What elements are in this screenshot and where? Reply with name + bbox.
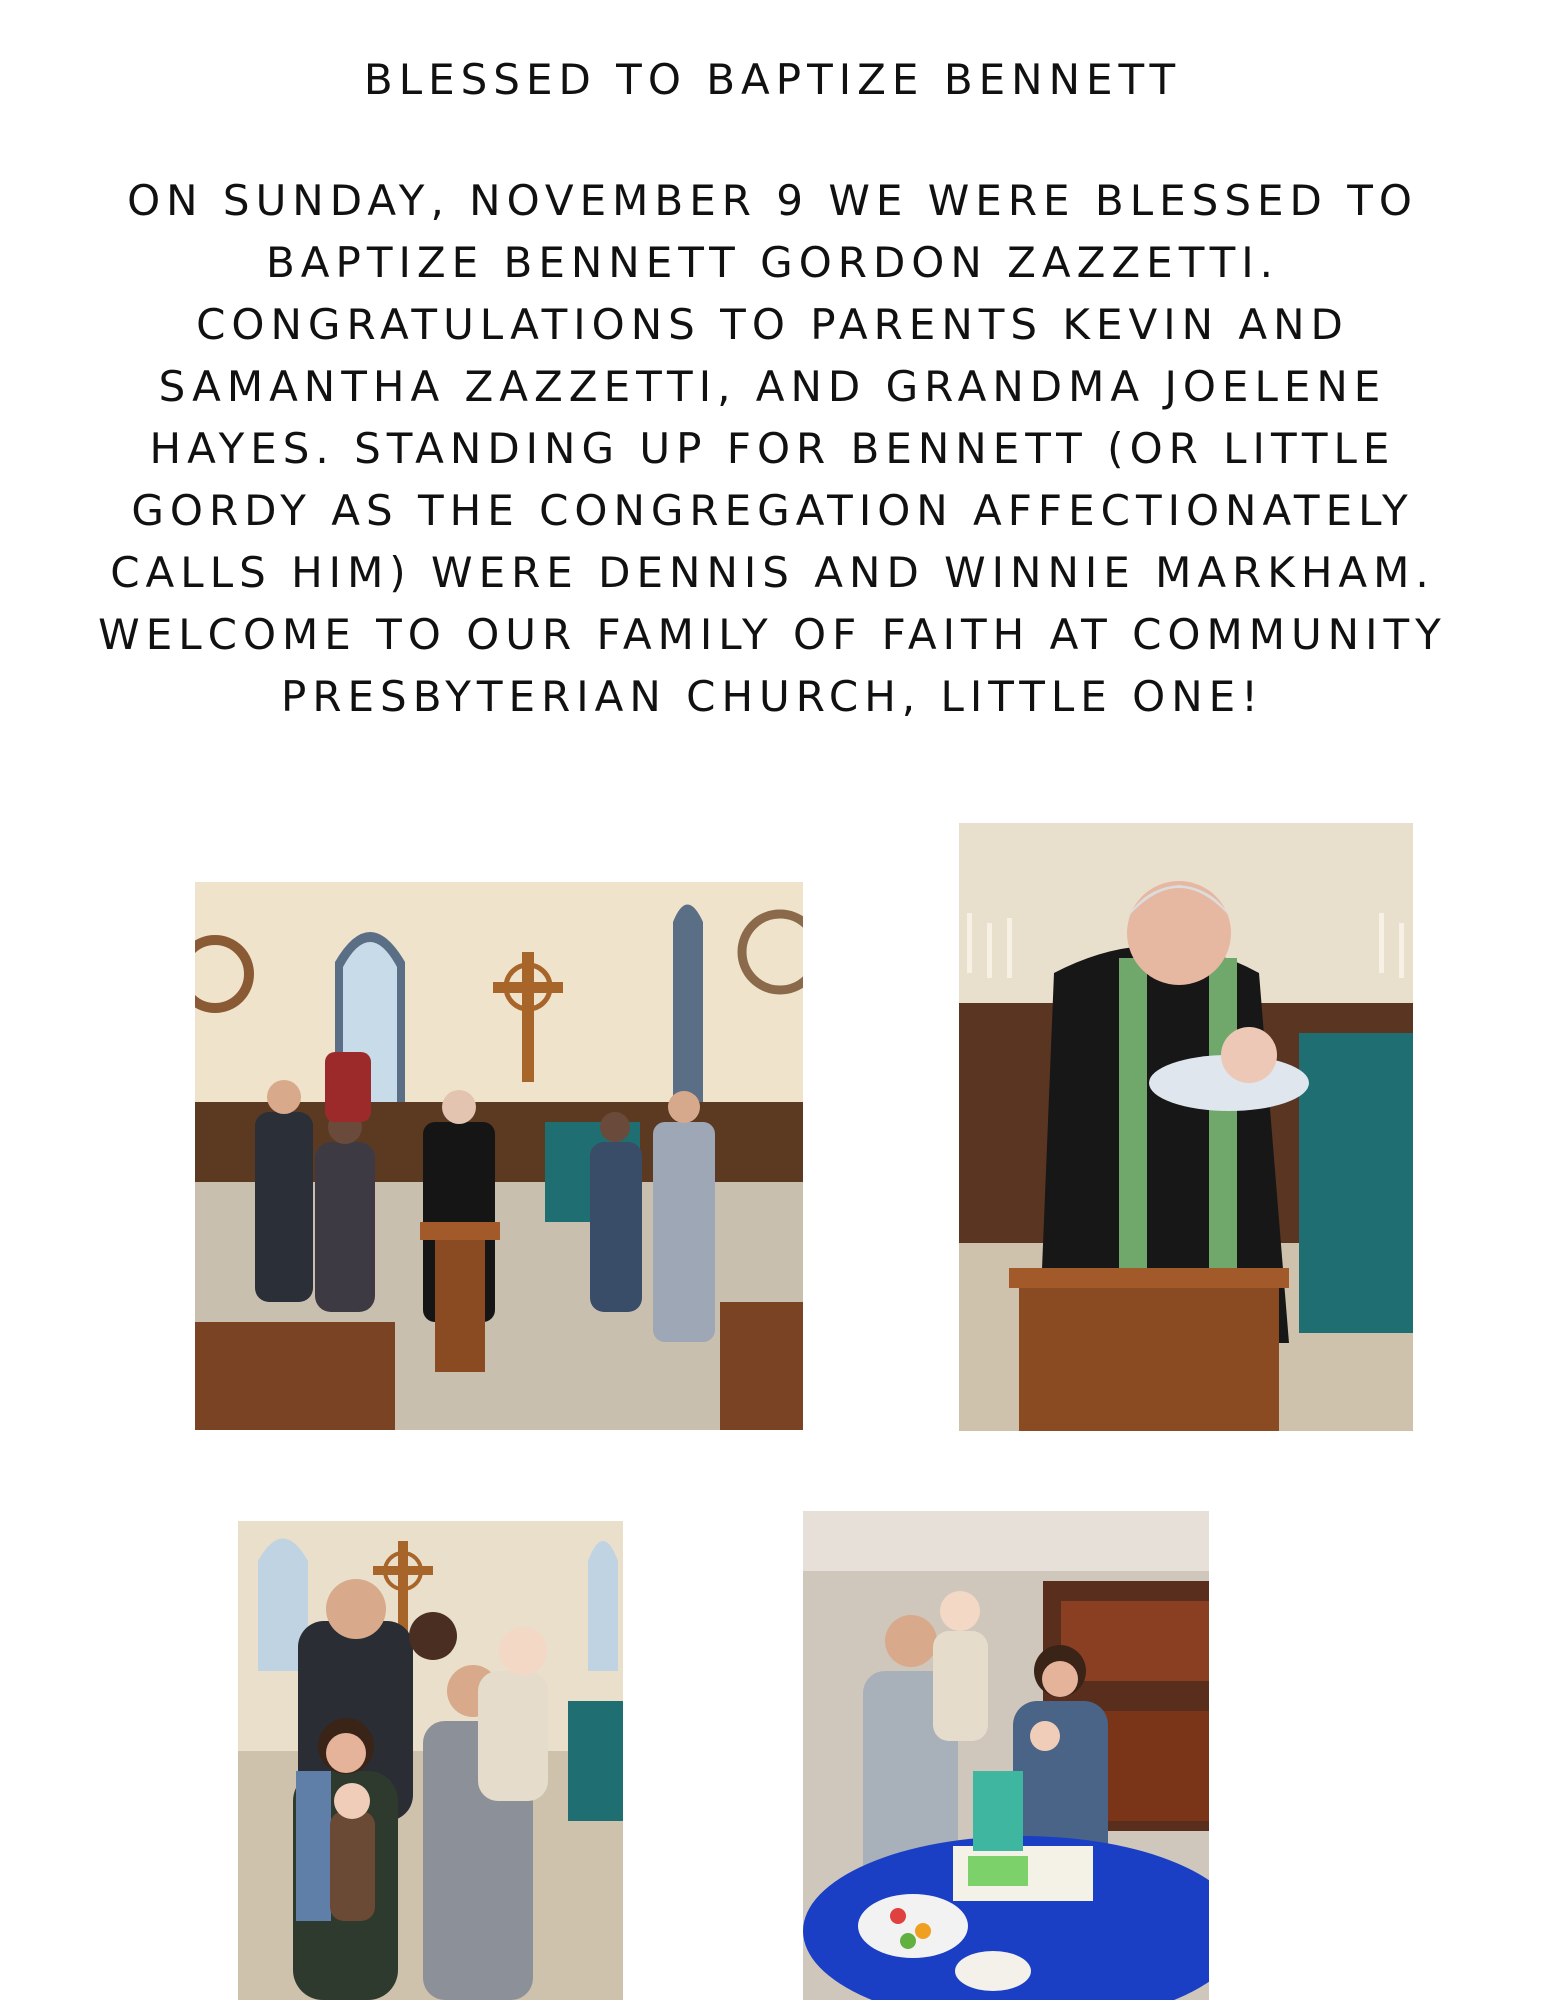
fellowship-hall-celebration-photo	[803, 1511, 1209, 2000]
family-portrait-photo	[238, 1521, 623, 2000]
church-sanctuary-photo	[195, 882, 803, 1430]
pastor-baptizing-baby-photo	[959, 823, 1413, 1431]
page-title: BLESSED TO BAPTIZE BENNETT	[363, 55, 1182, 104]
announcement-text: ON SUNDAY, NOVEMBER 9 WE WERE BLESSED TO BAPTIZE BENNETT GORDON ZAZZETTI. CONGRATULATIONS TO PARENTS KEVIN AND SAMANTHA ZAZZETTI, AND GRANDMA JOELENE HAYES. STANDING UP FOR BENNETT (OR LITTLE GORDY AS THE CONGREGATION AFFECTIONATELY CALLS HIM) WERE DENNIS AND WINNIE MARKHAM. WELCOME TO OUR FAMILY OF FAITH AT COMMUNITY PRESBYTERIAN CHURCH, LITTLE ONE!	[98, 176, 1447, 721]
